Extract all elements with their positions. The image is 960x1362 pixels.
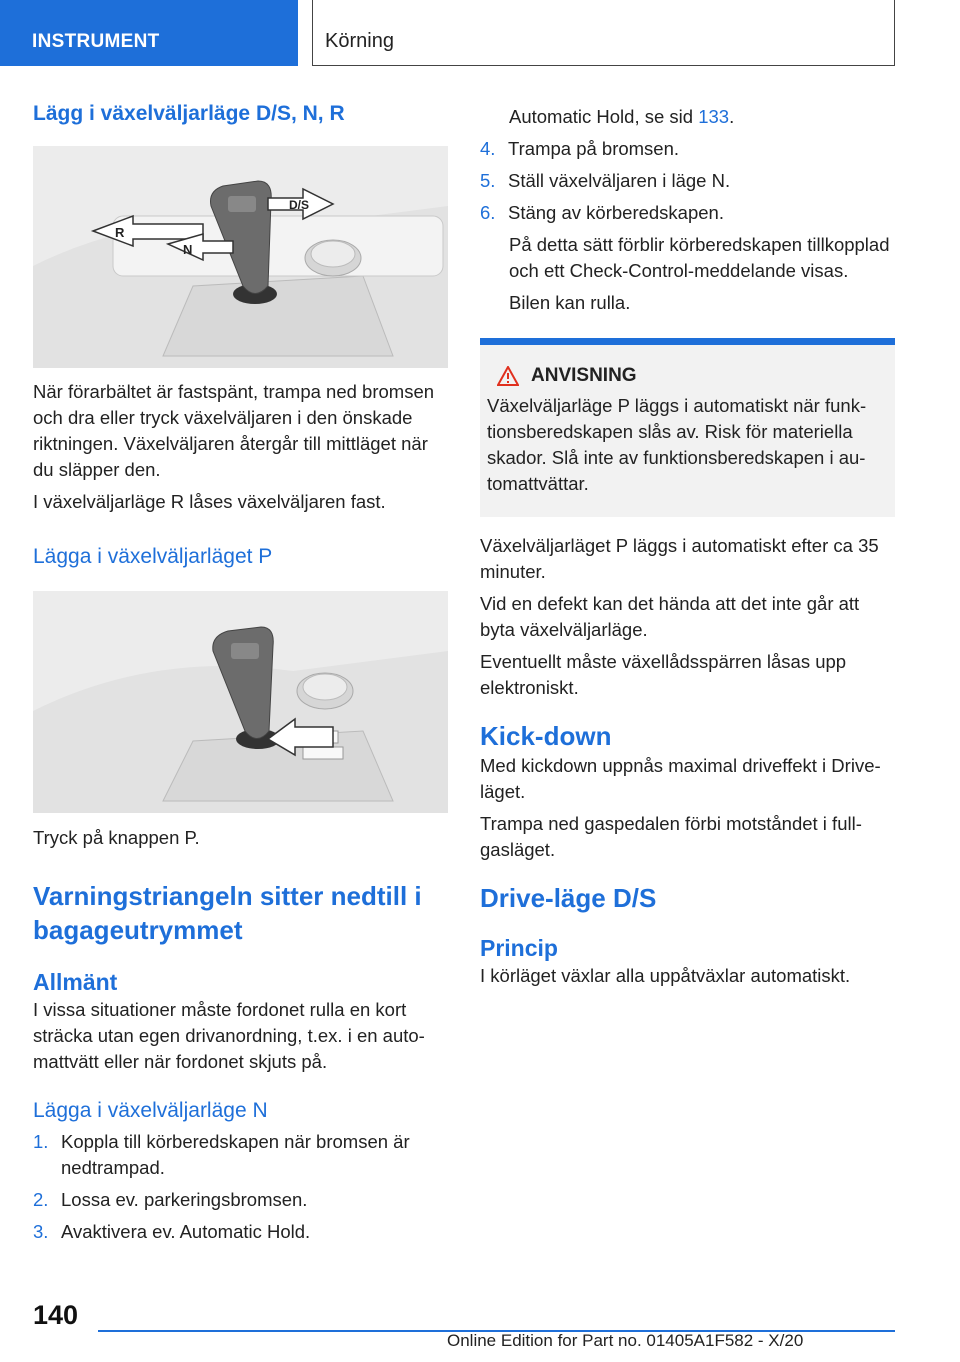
gear-selector-figure-dsnr xyxy=(33,146,448,368)
paragraph: Vid en defekt kan det hända att det inte går att byta växelväljarläge. xyxy=(480,593,860,640)
gear-selector-illustration xyxy=(33,146,448,368)
step-number: 6. xyxy=(480,202,496,223)
warning-triangle-icon xyxy=(497,366,519,386)
heading-gear-p: Lägga i växelväljarläget P xyxy=(33,545,273,568)
list-item xyxy=(480,136,895,162)
label-n: N xyxy=(183,242,193,257)
list-item xyxy=(33,1129,448,1181)
step-number: 5. xyxy=(480,170,496,191)
notice-box xyxy=(480,338,895,517)
park-button-illustration xyxy=(33,591,448,813)
steps-list xyxy=(33,1129,448,1245)
label-r: R xyxy=(115,225,125,240)
step-text: Lossa ev. parkeringsbromsen. xyxy=(61,1189,308,1210)
step-text: Trampa på bromsen. xyxy=(508,138,680,159)
step-text: Stäng av körberedskapen. xyxy=(508,202,724,223)
heading-drive-mode: Drive-läge D/S xyxy=(480,883,657,913)
step-text: Avaktivera ev. Automatic Hold. xyxy=(61,1221,311,1242)
continuation-body: Automatic Hold, se sid xyxy=(509,106,699,127)
notice-title-text: ANVISNING xyxy=(531,365,637,386)
paragraph: När förarbältet är fastspänt, trampa ned bromsen och dra eller tryck växelväljaren i den önskade riktningen. Växelväljaren återgår till mittläget när du släpper den. xyxy=(33,381,435,480)
paragraph: Bilen kan rulla. xyxy=(509,292,631,313)
step-number: 4. xyxy=(480,138,496,159)
heading-general: Allmänt xyxy=(33,969,118,995)
list-item xyxy=(33,1187,448,1213)
notice-body: Växelväljarläge P läggs i automatiskt när funktionsberedskapen slås av. Risk för materiella skador. Slå inte av funktionsberedskapen i automattvättar. xyxy=(487,395,867,494)
list-item xyxy=(480,168,895,194)
heading-gear-dsnr: Lägg i växelväljarläge D/S, N, R xyxy=(33,102,345,125)
steps-list xyxy=(480,136,895,226)
heading-gear-n: Lägga i växelväljarläge N xyxy=(33,1099,268,1122)
paragraph: I körläget växlar alla uppåtväxlar automatiskt. xyxy=(480,965,851,986)
heading-kickdown: Kick-down xyxy=(480,721,612,751)
heading-warning-triangle: Varningstriangeln sitter nedtill i bagageutrymmet xyxy=(33,881,422,945)
footer-edition-text: Online Edition for Part no. 01405A1F582 - X/20 xyxy=(447,1331,804,1350)
step-number: 1. xyxy=(33,1131,49,1152)
paragraph: Eventuellt måste växellådsspärren låsas upp elektroniskt. xyxy=(480,651,847,698)
continuation-end: . xyxy=(729,106,735,127)
label-ds: D/S xyxy=(289,198,310,212)
step-text: Ställ växelväljaren i läge N. xyxy=(508,170,731,191)
continuation-text xyxy=(480,104,895,130)
page-reference-link[interactable]: 133 xyxy=(698,106,730,127)
left-column xyxy=(33,100,448,1251)
paragraph: Trampa ned gaspedalen förbi motståndet i fullgasläget. xyxy=(480,813,862,860)
paragraph: Tryck på knappen P. xyxy=(33,827,200,848)
section-title: Körning xyxy=(312,0,895,66)
step-text: Koppla till körberedskapen när bromsen är nedtrampad. xyxy=(61,1131,410,1178)
list-item xyxy=(33,1219,448,1245)
list-item xyxy=(480,200,895,226)
paragraph: Växelväljarläget P läggs i automatiskt efter ca 35 minuter. xyxy=(480,535,879,582)
page-number: 140 xyxy=(33,1300,79,1330)
paragraph: På detta sätt förblir körberedskapen tillkopplad och ett Check-Control-meddelande visas. xyxy=(509,234,890,281)
step-number: 3. xyxy=(33,1221,49,1242)
right-column xyxy=(480,104,895,995)
paragraph: Med kickdown uppnås maximal driveffekt i Drive-läget. xyxy=(480,755,881,802)
chapter-tab: INSTRUMENT xyxy=(0,0,298,66)
notice-title xyxy=(487,363,887,389)
paragraph: I växelväljarläge R låses växelväljaren fast. xyxy=(33,491,386,512)
paragraph: I vissa situationer måste fordonet rulla en kort sträcka utan egen drivanordning, t.ex. i en automattvätt eller när fordonet skjuts på. xyxy=(33,999,425,1072)
heading-principle: Princip xyxy=(480,935,558,961)
step-number: 2. xyxy=(33,1189,49,1210)
gear-selector-figure-p xyxy=(33,591,448,813)
